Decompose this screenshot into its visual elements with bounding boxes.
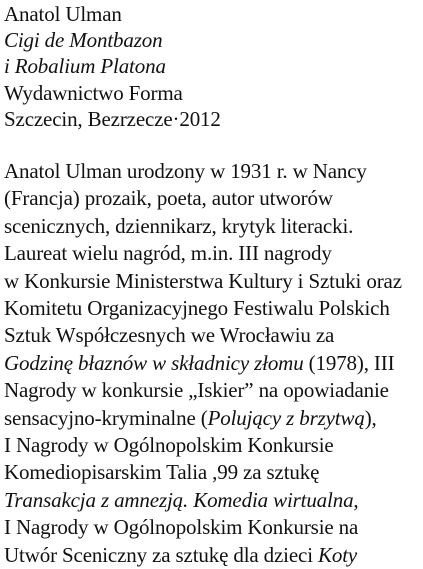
bio-text: , <box>353 487 359 512</box>
book-page <box>4 0 420 569</box>
bio-line: Komediopisarskim Talia ,99 za sztukę <box>4 460 320 485</box>
bio-text: Utwór Sceniczny za sztukę dla dzieci <box>4 542 318 567</box>
work-title-italic: Polujący z brzytwą <box>207 405 365 430</box>
author-biography <box>4 158 420 569</box>
book-title-line-2 <box>4 53 420 79</box>
bio-line: I Nagrody w Ogólnopolskim Konkursie <box>4 433 334 458</box>
book-title-text-1: Cigi de Montbazon <box>4 28 163 53</box>
author-name: Anatol Ulman <box>4 2 122 26</box>
work-title-italic: Koty <box>317 542 358 567</box>
bio-line <box>4 405 420 432</box>
bio-text: ), <box>364 405 377 430</box>
bio-line <box>4 487 420 514</box>
bio-line: scenicznych, dziennikarz, krytyk literacki. <box>4 213 354 238</box>
bio-text: (1978), III <box>303 350 395 375</box>
bio-line: Laureat wielu nagród, m.in. III nagrody <box>4 241 332 266</box>
bio-line: I Nagrody w Ogólnopolskim Konkursie na <box>4 515 359 540</box>
bio-line: Anatol Ulman urodzony w 1931 r. w Nancy <box>4 159 367 184</box>
book-header <box>4 0 420 132</box>
publication-place-year: Szczecin, Bezrzecze·2012 <box>4 106 221 131</box>
bio-line <box>4 350 420 377</box>
bio-line: w Konkursie Ministerstwa Kultury i Sztuki oraz <box>4 268 402 293</box>
bio-line: Komitetu Organizacyjnego Festiwalu Polskich <box>4 296 390 321</box>
bio-text: sensacyjno-kryminalne ( <box>4 405 208 430</box>
book-title-text-2: i Robalium Platona <box>4 54 166 79</box>
bio-line <box>4 542 420 569</box>
publisher-name: Wydawnictwo Forma <box>4 80 183 105</box>
work-title-italic: Transakcja z amnezją. Komedia wirtualna <box>4 487 354 512</box>
bio-line: Nagrody w konkursie „Iskier” na opowiadanie <box>4 378 389 403</box>
work-title-italic: Godzinę błaznów w składnicy złomu <box>4 350 304 375</box>
book-title-line-1 <box>4 27 420 53</box>
bio-line: (Francja) prozaik, poeta, autor utworów <box>4 186 333 211</box>
bio-line: Sztuk Współczesnych we Wrocławiu za <box>4 323 335 348</box>
